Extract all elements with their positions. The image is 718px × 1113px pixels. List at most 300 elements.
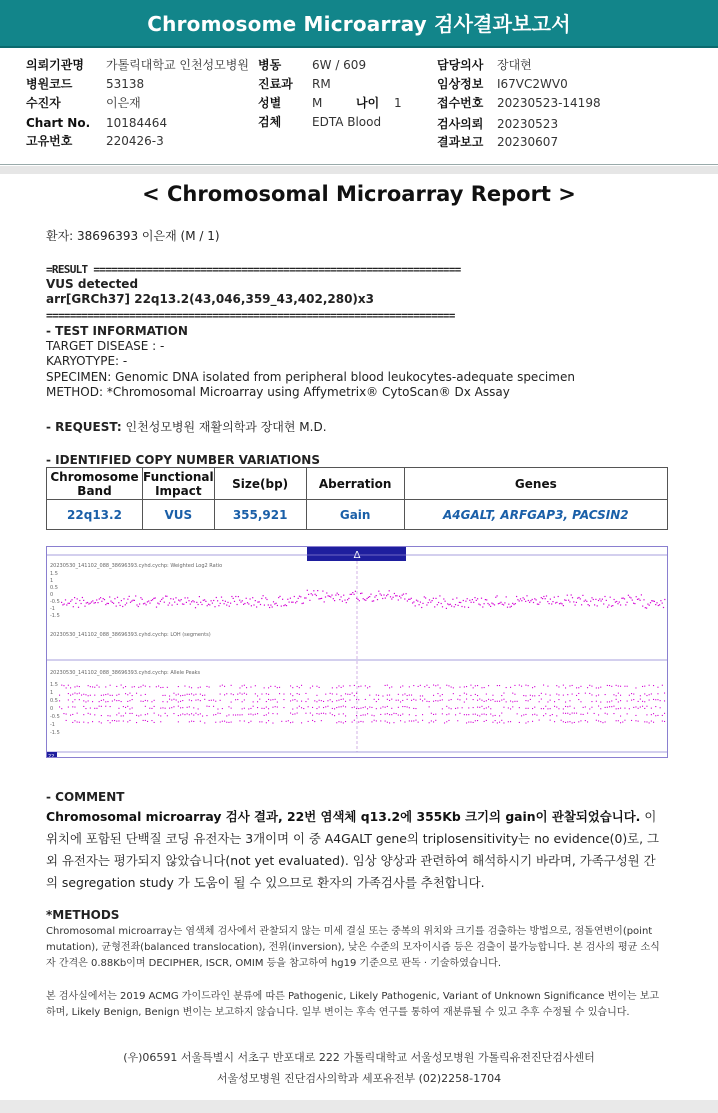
allele-peak-point — [574, 708, 575, 709]
log2-ratio-point — [385, 598, 386, 599]
allele-peak-point — [616, 699, 617, 700]
log2-ratio-point — [643, 599, 644, 600]
allele-peak-point — [563, 708, 564, 709]
log2-ratio-point — [136, 604, 137, 605]
allele-peak-point — [105, 701, 106, 702]
allele-peak-point — [567, 694, 568, 695]
allele-peak-point — [334, 708, 335, 709]
allele-peak-point — [143, 720, 144, 721]
log2-ratio-point — [634, 603, 635, 604]
log2-ratio-point — [402, 595, 403, 596]
allele-peak-point — [473, 699, 474, 700]
allele-peak-point — [354, 707, 355, 708]
log2-ratio-point — [365, 600, 366, 601]
allele-peak-point — [297, 686, 298, 687]
log2-ratio-point — [286, 605, 287, 606]
log2-ratio-point — [324, 601, 325, 602]
allele-peak-point — [635, 715, 636, 716]
allele-peak-point — [90, 708, 91, 709]
allele-peak-point — [145, 686, 146, 687]
allele-peak-point — [400, 715, 401, 716]
allele-peak-point — [420, 699, 421, 700]
log2-ratio-point — [174, 602, 175, 603]
log2-ratio-point — [66, 604, 67, 605]
log2-ratio-point — [99, 598, 100, 599]
allele-peak-point — [605, 694, 606, 695]
allele-peak-point — [499, 722, 500, 723]
allele-peak-point — [316, 713, 317, 714]
allele-peak-point — [275, 699, 276, 700]
log2-ratio-point — [572, 597, 573, 598]
allele-peak-point — [371, 707, 372, 708]
allele-peak-point — [475, 685, 476, 686]
allele-peak-point — [145, 700, 146, 701]
allele-peak-point — [290, 722, 291, 723]
allele-peak-point — [248, 714, 249, 715]
log2-ratio-point — [589, 605, 590, 606]
allele-peak-point — [363, 707, 364, 708]
log2-ratio-point — [472, 599, 473, 600]
allele-peak-point — [125, 693, 126, 694]
allele-peak-point — [143, 685, 144, 686]
allele-peak-point — [605, 713, 606, 714]
allele-peak-point — [101, 700, 102, 701]
allele-peak-point — [488, 685, 489, 686]
log2-ratio-point — [503, 604, 504, 605]
log2-ratio-point — [148, 601, 149, 602]
allele-peak-point — [257, 713, 258, 714]
allele-peak-point — [499, 685, 500, 686]
allele-peak-point — [565, 687, 566, 688]
allele-peak-point — [74, 707, 75, 708]
allele-peak-point — [528, 700, 529, 701]
log2-ratio-point — [79, 600, 80, 601]
allele-peak-point — [125, 713, 126, 714]
allele-peak-point — [649, 685, 650, 686]
allele-peak-point — [519, 722, 520, 723]
log2-ratio-point — [611, 606, 612, 607]
allele-peak-point — [220, 722, 221, 723]
log2-ratio-point — [645, 607, 646, 608]
allele-peak-point — [72, 694, 73, 695]
allele-peak-point — [96, 685, 97, 686]
allele-peak-point — [532, 714, 533, 715]
allele-peak-point — [589, 693, 590, 694]
log2-ratio-point — [619, 602, 620, 603]
allele-peak-point — [446, 721, 447, 722]
allele-peak-point — [129, 713, 130, 714]
info-report-date: 결과보고 20230607 — [437, 135, 559, 149]
allele-peak-point — [242, 714, 243, 715]
allele-peak-point — [138, 715, 139, 716]
log2-ratio-point — [268, 604, 269, 605]
allele-peak-point — [250, 708, 251, 709]
log2-ratio-point — [292, 602, 293, 603]
log2-ratio-point — [68, 603, 69, 604]
log2-ratio-point — [255, 600, 256, 601]
allele-peak-point — [195, 694, 196, 695]
log2-ratio-point — [175, 597, 176, 598]
log2-ratio-point — [83, 600, 84, 601]
allele-peak-point — [176, 694, 177, 695]
allele-peak-point — [367, 713, 368, 714]
log2-ratio-point — [224, 603, 225, 604]
log2-ratio-point — [334, 600, 335, 601]
allele-peak-point — [160, 715, 161, 716]
allele-peak-point — [490, 708, 491, 709]
allele-peak-point — [195, 713, 196, 714]
allele-peak-point — [204, 695, 205, 696]
microarray-plot-svg — [47, 547, 668, 758]
allele-peak-point — [162, 695, 163, 696]
allele-peak-point — [378, 695, 379, 696]
allele-peak-point — [475, 720, 476, 721]
allele-peak-point — [202, 695, 203, 696]
allele-peak-point — [508, 707, 509, 708]
allele-peak-point — [653, 699, 654, 700]
allele-peak-point — [70, 695, 71, 696]
allele-peak-point — [624, 708, 625, 709]
allele-peak-point — [490, 700, 491, 701]
allele-peak-point — [459, 713, 460, 714]
allele-peak-point — [486, 700, 487, 701]
log2-ratio-point — [640, 600, 641, 601]
log2-ratio-point — [230, 603, 231, 604]
allele-peak-point — [380, 708, 381, 709]
log2-ratio-point — [357, 599, 358, 600]
allele-peak-point — [547, 686, 548, 687]
allele-peak-point — [594, 713, 595, 714]
allele-peak-point — [473, 707, 474, 708]
allele-peak-point — [253, 706, 254, 707]
allele-peak-point — [336, 707, 337, 708]
log2-ratio-point — [552, 601, 553, 602]
allele-peak-point — [545, 713, 546, 714]
log2-ratio-point — [364, 599, 365, 600]
allele-peak-point — [235, 699, 236, 700]
log2-ratio-point — [97, 602, 98, 603]
log2-ratio-point — [408, 599, 409, 600]
log2-ratio-point — [539, 602, 540, 603]
log2-ratio-point — [272, 606, 273, 607]
allele-peak-point — [116, 714, 117, 715]
allele-peak-point — [292, 709, 293, 710]
allele-peak-point — [90, 686, 91, 687]
allele-peak-point — [644, 701, 645, 702]
report-title: < Chromosomal Microarray Report > — [142, 182, 576, 206]
allele-peak-point — [217, 709, 218, 710]
allele-peak-point — [424, 699, 425, 700]
allele-peak-point — [341, 687, 342, 688]
log2-ratio-point — [620, 604, 621, 605]
allele-peak-point — [79, 699, 80, 700]
allele-peak-point — [547, 701, 548, 702]
allele-peak-point — [145, 706, 146, 707]
info-physician: 담당의사 장대현 — [437, 58, 532, 72]
allele-peak-point — [332, 714, 333, 715]
log2-ratio-point — [338, 594, 339, 595]
track1-tick: -0.5 — [50, 599, 60, 605]
allele-peak-point — [409, 707, 410, 708]
allele-peak-point — [182, 695, 183, 696]
allele-peak-point — [468, 707, 469, 708]
allele-peak-point — [85, 694, 86, 695]
track1-tick: -1.5 — [50, 613, 60, 619]
log2-ratio-point — [380, 593, 381, 594]
allele-peak-point — [222, 708, 223, 709]
log2-ratio-point — [520, 598, 521, 599]
log2-ratio-point — [603, 603, 604, 604]
allele-peak-point — [466, 722, 467, 723]
allele-peak-point — [514, 701, 515, 702]
allele-peak-point — [638, 721, 639, 722]
allele-peak-point — [250, 687, 251, 688]
allele-peak-point — [501, 720, 502, 721]
allele-peak-point — [589, 708, 590, 709]
allele-peak-point — [508, 721, 509, 722]
allele-peak-point — [563, 695, 564, 696]
log2-ratio-point — [313, 590, 314, 591]
allele-peak-point — [101, 722, 102, 723]
track1-tick: -1 — [50, 606, 55, 612]
allele-peak-point — [294, 713, 295, 714]
log2-ratio-point — [299, 596, 300, 597]
log2-ratio-point — [484, 603, 485, 604]
allele-peak-point — [556, 694, 557, 695]
allele-peak-point — [501, 713, 502, 714]
allele-peak-point — [136, 722, 137, 723]
allele-peak-point — [433, 701, 434, 702]
allele-peak-point — [492, 695, 493, 696]
allele-peak-point — [653, 722, 654, 723]
log2-ratio-point — [432, 600, 433, 601]
log2-ratio-point — [607, 607, 608, 608]
allele-peak-point — [343, 706, 344, 707]
allele-peak-point — [451, 699, 452, 700]
allele-peak-point — [116, 721, 117, 722]
allele-peak-point — [292, 687, 293, 688]
allele-peak-point — [151, 720, 152, 721]
allele-peak-point — [477, 715, 478, 716]
log2-ratio-point — [491, 603, 492, 604]
allele-peak-point — [215, 714, 216, 715]
allele-peak-point — [627, 686, 628, 687]
allele-peak-point — [123, 715, 124, 716]
allele-peak-point — [154, 700, 155, 701]
log2-ratio-point — [84, 606, 85, 607]
allele-peak-point — [477, 720, 478, 721]
allele-peak-point — [521, 686, 522, 687]
log2-ratio-point — [369, 596, 370, 597]
log2-ratio-point — [181, 599, 182, 600]
allele-peak-point — [292, 722, 293, 723]
log2-ratio-point — [234, 601, 235, 602]
allele-peak-point — [519, 707, 520, 708]
log2-ratio-point — [581, 604, 582, 605]
allele-peak-point — [88, 722, 89, 723]
allele-peak-point — [244, 721, 245, 722]
allele-peak-point — [204, 699, 205, 700]
request-label: - REQUEST: — [46, 420, 122, 434]
allele-peak-point — [569, 700, 570, 701]
log2-ratio-point — [135, 595, 136, 596]
log2-ratio-point — [464, 606, 465, 607]
allele-peak-point — [448, 685, 449, 686]
allele-peak-point — [457, 707, 458, 708]
allele-peak-point — [446, 714, 447, 715]
allele-peak-point — [664, 721, 665, 722]
allele-peak-point — [114, 720, 115, 721]
allele-peak-point — [61, 708, 62, 709]
allele-peak-point — [187, 694, 188, 695]
log2-ratio-point — [569, 601, 570, 602]
allele-peak-point — [611, 686, 612, 687]
log2-ratio-point — [390, 596, 391, 597]
allele-peak-point — [72, 706, 73, 707]
allele-peak-point — [349, 700, 350, 701]
allele-peak-point — [63, 685, 64, 686]
log2-ratio-point — [251, 605, 252, 606]
log2-ratio-point — [257, 602, 258, 603]
log2-ratio-point — [114, 598, 115, 599]
allele-peak-point — [585, 693, 586, 694]
allele-peak-point — [644, 721, 645, 722]
allele-peak-point — [481, 687, 482, 688]
allele-peak-point — [107, 694, 108, 695]
allele-peak-point — [129, 708, 130, 709]
allele-peak-point — [165, 695, 166, 696]
allele-peak-point — [431, 713, 432, 714]
log2-ratio-point — [233, 598, 234, 599]
allele-peak-point — [180, 707, 181, 708]
allele-peak-point — [651, 693, 652, 694]
allele-peak-point — [655, 715, 656, 716]
allele-peak-point — [664, 693, 665, 694]
allele-peak-point — [198, 714, 199, 715]
allele-peak-point — [470, 685, 471, 686]
allele-peak-point — [195, 700, 196, 701]
allele-peak-point — [255, 685, 256, 686]
log2-ratio-point — [407, 600, 408, 601]
log2-ratio-point — [511, 606, 512, 607]
allele-peak-point — [118, 694, 119, 695]
allele-peak-point — [501, 695, 502, 696]
allele-peak-point — [356, 693, 357, 694]
allele-peak-point — [613, 706, 614, 707]
allele-peak-point — [503, 699, 504, 700]
allele-peak-point — [268, 694, 269, 695]
allele-peak-point — [149, 708, 150, 709]
allele-peak-point — [132, 699, 133, 700]
log2-ratio-point — [493, 603, 494, 604]
log2-ratio-point — [500, 602, 501, 603]
cnv-table-header-row — [47, 468, 668, 500]
allele-peak-point — [255, 714, 256, 715]
log2-ratio-point — [220, 603, 221, 604]
log2-ratio-point — [438, 602, 439, 603]
allele-peak-point — [415, 715, 416, 716]
allele-peak-point — [576, 687, 577, 688]
log2-ratio-point — [563, 605, 564, 606]
allele-peak-point — [83, 700, 84, 701]
allele-peak-point — [640, 699, 641, 700]
allele-peak-point — [387, 722, 388, 723]
log2-ratio-point — [660, 600, 661, 601]
allele-peak-point — [358, 722, 359, 723]
allele-peak-point — [145, 720, 146, 721]
log2-ratio-point — [416, 600, 417, 601]
log2-ratio-point — [346, 602, 347, 603]
allele-peak-point — [226, 715, 227, 716]
log2-ratio-point — [170, 598, 171, 599]
log2-ratio-point — [155, 597, 156, 598]
allele-peak-point — [600, 721, 601, 722]
allele-peak-point — [283, 707, 284, 708]
allele-peak-point — [389, 714, 390, 715]
log2-ratio-point — [161, 599, 162, 600]
log2-ratio-point — [74, 597, 75, 598]
log2-ratio-point — [536, 599, 537, 600]
allele-peak-point — [268, 720, 269, 721]
log2-ratio-point — [513, 604, 514, 605]
allele-peak-point — [402, 700, 403, 701]
allele-peak-point — [356, 708, 357, 709]
allele-peak-point — [420, 685, 421, 686]
allele-peak-point — [83, 706, 84, 707]
allele-peak-point — [191, 693, 192, 694]
allele-peak-point — [642, 701, 643, 702]
allele-peak-point — [613, 694, 614, 695]
allele-peak-point — [512, 706, 513, 707]
allele-peak-point — [536, 715, 537, 716]
allele-peak-point — [627, 713, 628, 714]
allele-peak-point — [534, 707, 535, 708]
log2-ratio-point — [347, 599, 348, 600]
allele-peak-point — [459, 695, 460, 696]
allele-peak-point — [532, 721, 533, 722]
allele-peak-point — [618, 720, 619, 721]
allele-peak-point — [618, 693, 619, 694]
allele-peak-point — [440, 700, 441, 701]
allele-peak-point — [191, 687, 192, 688]
allele-peak-point — [426, 701, 427, 702]
allele-peak-point — [578, 721, 579, 722]
allele-peak-point — [653, 713, 654, 714]
allele-peak-point — [70, 687, 71, 688]
allele-peak-point — [649, 722, 650, 723]
allele-peak-point — [74, 693, 75, 694]
allele-peak-point — [409, 686, 410, 687]
col-header-impact: Functional Impact — [143, 469, 214, 498]
allele-peak-point — [332, 687, 333, 688]
allele-peak-point — [523, 714, 524, 715]
allele-peak-point — [116, 695, 117, 696]
allele-peak-point — [336, 722, 337, 723]
allele-peak-point — [110, 685, 111, 686]
header-divider-band — [0, 166, 718, 174]
allele-peak-point — [558, 694, 559, 695]
comment-rest: 이 위치에 포함된 단백질 코딩 유전자는 3개이며 이 중 A4GALT gene의 triplosensitivity는 no evidence(0)로, 그 외 유전자는 평가되지 않았습니다(not yet evaluated). 임상 양상과 관련하여 해석하시기 바라며, 가족구성원 간의 segregation study 가 도움이 될 수 있으므로 환자의 가족검사를 추천합니다. — [46, 809, 659, 890]
log2-ratio-point — [512, 603, 513, 604]
allele-peak-point — [600, 702, 601, 703]
log2-ratio-point — [188, 600, 189, 601]
allele-peak-point — [169, 696, 170, 697]
log2-ratio-point — [486, 599, 487, 600]
allele-peak-point — [598, 687, 599, 688]
log2-ratio-point — [495, 597, 496, 598]
log2-ratio-point — [240, 602, 241, 603]
log2-ratio-point — [445, 601, 446, 602]
